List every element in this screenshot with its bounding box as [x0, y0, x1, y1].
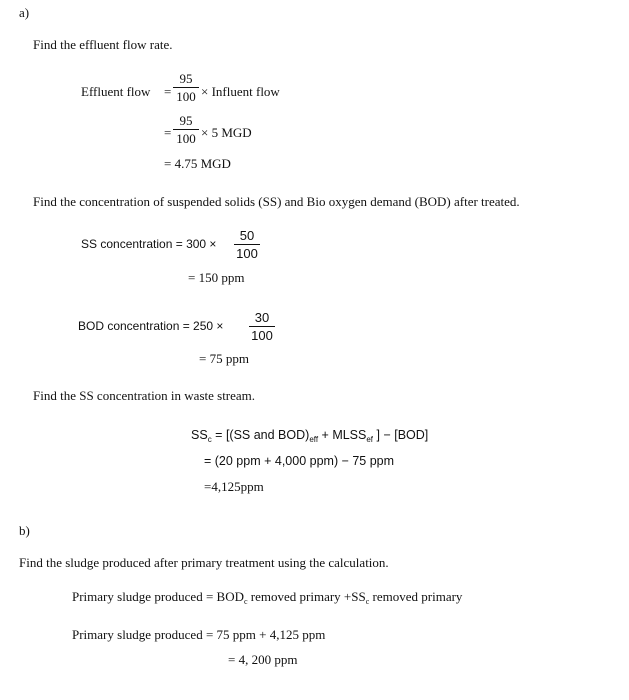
ss-waste-result: =4,125ppm [204, 479, 264, 494]
ss-waste-line1 [191, 429, 428, 444]
ss-concentration-result: = 150 ppm [188, 270, 245, 285]
part-b-label: b) [19, 523, 30, 538]
times-5-mgd: × 5 MGD [201, 125, 252, 140]
fraction-denominator: 100 [176, 89, 196, 104]
effluent-flow-lhs: Effluent flow [81, 84, 151, 99]
minus-bod: ] − [BOD] [376, 428, 429, 442]
step3-heading: Find the SS concentration in waste stream. [33, 388, 256, 403]
fraction-denominator: 100 [176, 131, 196, 146]
effluent-flow-result: = 4.75 MGD [164, 156, 231, 171]
equals-sign: = [164, 84, 172, 99]
subscript-c: c [243, 597, 248, 606]
step2-heading: Find the concentration of suspended solids (SS) and Bio oxygen demand (BOD) after treated. [33, 194, 520, 209]
fraction-numerator: 30 [254, 310, 270, 325]
part-a-label: a) [19, 5, 30, 20]
fraction-50-100 [234, 229, 260, 260]
fraction-bar [249, 326, 275, 327]
step1-heading: Find the effluent flow rate. [33, 37, 173, 52]
times-influent-flow: × Influent flow [201, 84, 280, 99]
fraction-numerator: 50 [239, 228, 255, 243]
subscript-c: c [207, 435, 212, 444]
ss-bod-bracket-open: = [(SS and BOD) [215, 428, 310, 442]
primary-sludge-result: = 4, 200 ppm [228, 652, 298, 667]
subscript-c: c [365, 597, 370, 606]
primary-sludge-line2: Primary sludge produced = 75 ppm + 4,125 ppm [72, 627, 326, 642]
fraction-bar [234, 244, 260, 245]
ss-symbol: SS [191, 428, 208, 442]
part-b-heading: Find the sludge produced after primary treatment using the calculation. [19, 555, 389, 570]
subscript-eff: eff [309, 435, 319, 444]
formula-part-c: removed primary [369, 589, 463, 604]
fraction-95-100 [173, 72, 199, 103]
primary-sludge-formula [72, 590, 462, 606]
fraction-bar [173, 87, 199, 88]
fraction-numerator: 95 [179, 113, 193, 128]
fraction-30-100 [249, 311, 275, 342]
ss-concentration-lhs: SS concentration = 300 × [81, 237, 217, 251]
formula-part-a: Primary sludge produced = BOD [72, 589, 244, 604]
fraction-numerator: 95 [179, 71, 193, 86]
fraction-bar [173, 129, 199, 130]
fraction-denominator: 100 [251, 328, 273, 343]
subscript-ef: ef [366, 435, 374, 444]
equals-sign-2: = [164, 125, 172, 140]
fraction-95-100-b [173, 114, 199, 145]
fraction-denominator: 100 [236, 246, 258, 261]
bod-concentration-lhs: BOD concentration = 250 × [78, 319, 224, 333]
bod-concentration-result: = 75 ppm [199, 351, 249, 366]
formula-part-b: removed primary +SS [247, 589, 366, 604]
ss-waste-line2: = (20 ppm + 4,000 ppm) − 75 ppm [204, 454, 395, 468]
plus-mlss: + MLSS [321, 428, 367, 442]
